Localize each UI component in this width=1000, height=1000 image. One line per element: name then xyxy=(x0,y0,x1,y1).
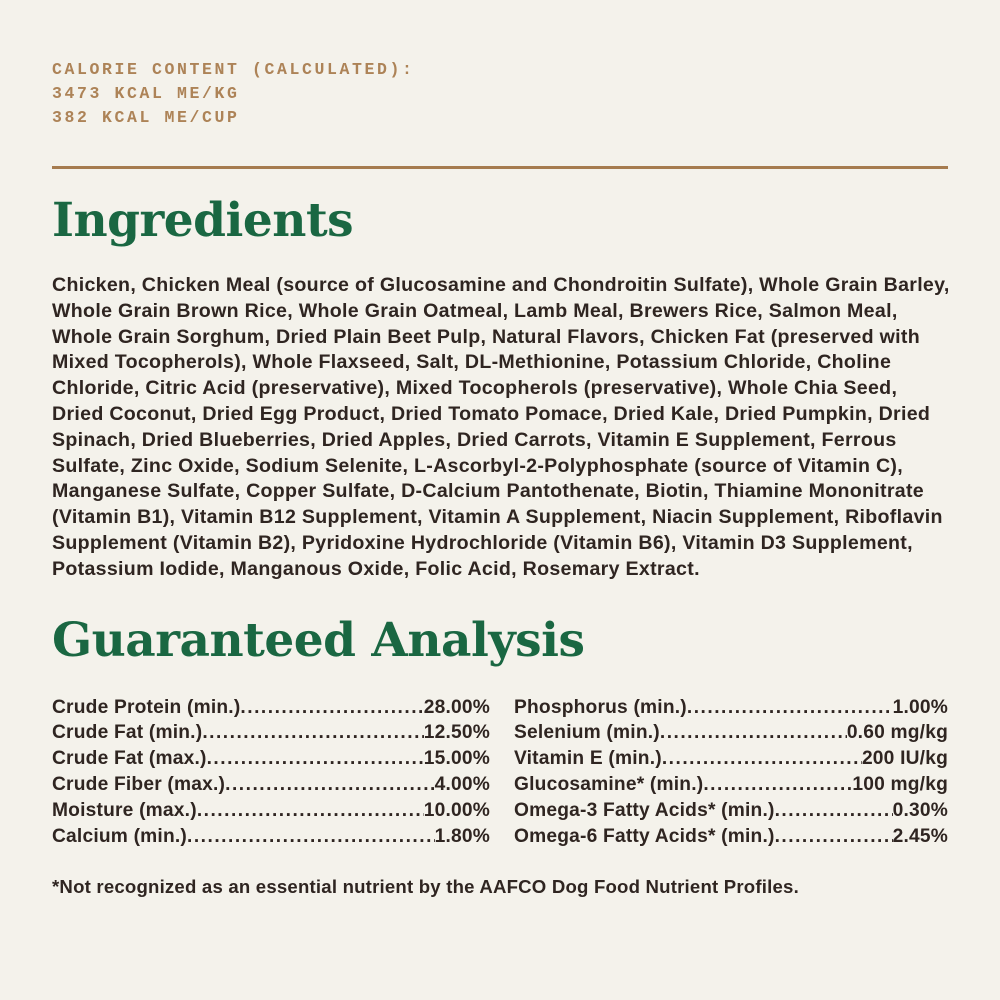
ga-nutrient-value: 200 IU/kg xyxy=(861,748,948,770)
ga-nutrient-value: 1.00% xyxy=(892,696,948,718)
table-row xyxy=(52,824,490,850)
calorie-kcal-per-kg: 3473 KCAL ME/KG xyxy=(52,84,240,103)
guaranteed-analysis-heading: Guaranteed Analysis xyxy=(52,612,585,668)
ga-nutrient-label: Crude Fiber (max.) xyxy=(52,773,226,795)
dot-leader xyxy=(207,746,424,772)
dot-leader xyxy=(687,695,893,721)
dot-leader xyxy=(202,720,423,746)
dot-leader xyxy=(662,746,862,772)
ga-nutrient-value: 10.00% xyxy=(423,799,490,821)
ga-nutrient-label: Moisture (max.) xyxy=(52,799,197,821)
table-row xyxy=(514,720,948,746)
ga-nutrient-value: 4.00% xyxy=(434,773,490,795)
aafco-footnote: *Not recognized as an essential nutrient by the AAFCO Dog Food Nutrient Profiles. xyxy=(52,876,799,898)
table-row xyxy=(514,798,948,824)
ga-nutrient-value: 15.00% xyxy=(423,748,490,770)
table-row xyxy=(52,798,490,824)
dot-leader xyxy=(775,824,893,850)
ga-nutrient-label: Vitamin E (min.) xyxy=(514,748,662,770)
ga-nutrient-value: 100 mg/kg xyxy=(852,773,948,795)
ga-right-column xyxy=(514,695,948,850)
calorie-content-heading: CALORIE CONTENT (CALCULATED): xyxy=(52,60,415,79)
ga-nutrient-value: 28.00% xyxy=(423,696,490,718)
ga-nutrient-value: 1.80% xyxy=(434,825,490,847)
ga-nutrient-label: Omega-3 Fatty Acids* (min.) xyxy=(514,799,775,821)
section-divider xyxy=(52,166,948,169)
table-row xyxy=(52,695,490,721)
table-row xyxy=(514,772,948,798)
dot-leader xyxy=(660,720,847,746)
ga-nutrient-label: Crude Fat (max.) xyxy=(52,748,207,770)
dot-leader xyxy=(703,772,852,798)
ga-nutrient-value: 2.45% xyxy=(892,825,948,847)
ga-nutrient-label: Glucosamine* (min.) xyxy=(514,773,704,795)
ga-nutrient-value: 12.50% xyxy=(423,722,490,744)
ingredients-heading: Ingredients xyxy=(52,193,354,248)
ga-nutrient-value: 0.30% xyxy=(892,799,948,821)
table-row xyxy=(52,746,490,772)
table-row xyxy=(52,720,490,746)
table-row xyxy=(52,772,490,798)
table-row xyxy=(514,695,948,721)
dot-leader xyxy=(225,772,434,798)
calorie-content-block xyxy=(52,58,948,130)
dot-leader xyxy=(197,798,424,824)
table-row xyxy=(514,824,948,850)
ga-nutrient-value: 0.60 mg/kg xyxy=(846,722,948,744)
dot-leader xyxy=(187,824,435,850)
ga-nutrient-label: Crude Protein (min.) xyxy=(52,696,241,718)
ga-nutrient-label: Omega-6 Fatty Acids* (min.) xyxy=(514,825,775,847)
ga-nutrient-label: Calcium (min.) xyxy=(52,825,187,847)
dot-leader xyxy=(240,695,423,721)
guaranteed-analysis-table xyxy=(52,695,948,850)
ingredients-paragraph: Chicken, Chicken Meal (source of Glucosamine and Chondroitin Sulfate), Whole Grain Barley, Whole Grain Brown Rice, Whole Grain Oatmeal, Lamb Meal, Brewers Rice, Salmon Meal, Whole Grain Sorghum, Dried Plain Beet Pulp, Natural Flavors, Chicken Fat (preserved with Mixed Tocopherols), Whole Flaxseed, Salt, DL-Methionine, Potassium Chloride, Choline Chloride, Citric Acid (preservative), Mixed Tocopherols (preservative), Whole Chia Seed, Dried Coconut, Dried Egg Product, Dried Tomato Pomace, Dried Kale, Dried Pumpkin, Dried Spinach, Dried Blueberries, Dried Apples, Dried Carrots, Vitamin E Supplement, Ferrous Sulfate, Zinc Oxide, Sodium Selenite, L-Ascorbyl-2-Polyphosphate (source of Vitamin C), Manganese Sulfate, Copper Sulfate, D-Calcium Pantothenate, Biotin, Thiamine Mononitrate (Vitamin B1), Vitamin B12 Supplement, Vitamin A Supplement, Niacin Supplement, Riboflavin Supplement (Vitamin B2), Pyridoxine Hydrochloride (Vitamin B6), Vitamin D3 Supplement, Potassium Iodide, Manganous Oxide, Folic Acid, Rosemary Extract. xyxy=(52,274,950,580)
ga-left-column xyxy=(52,695,490,850)
ga-nutrient-label: Phosphorus (min.) xyxy=(514,696,687,718)
ga-nutrient-label: Selenium (min.) xyxy=(514,722,660,744)
ga-nutrient-label: Crude Fat (min.) xyxy=(52,722,203,744)
calorie-kcal-per-cup: 382 KCAL ME/CUP xyxy=(52,108,240,127)
dot-leader xyxy=(775,798,893,824)
table-row xyxy=(514,746,948,772)
